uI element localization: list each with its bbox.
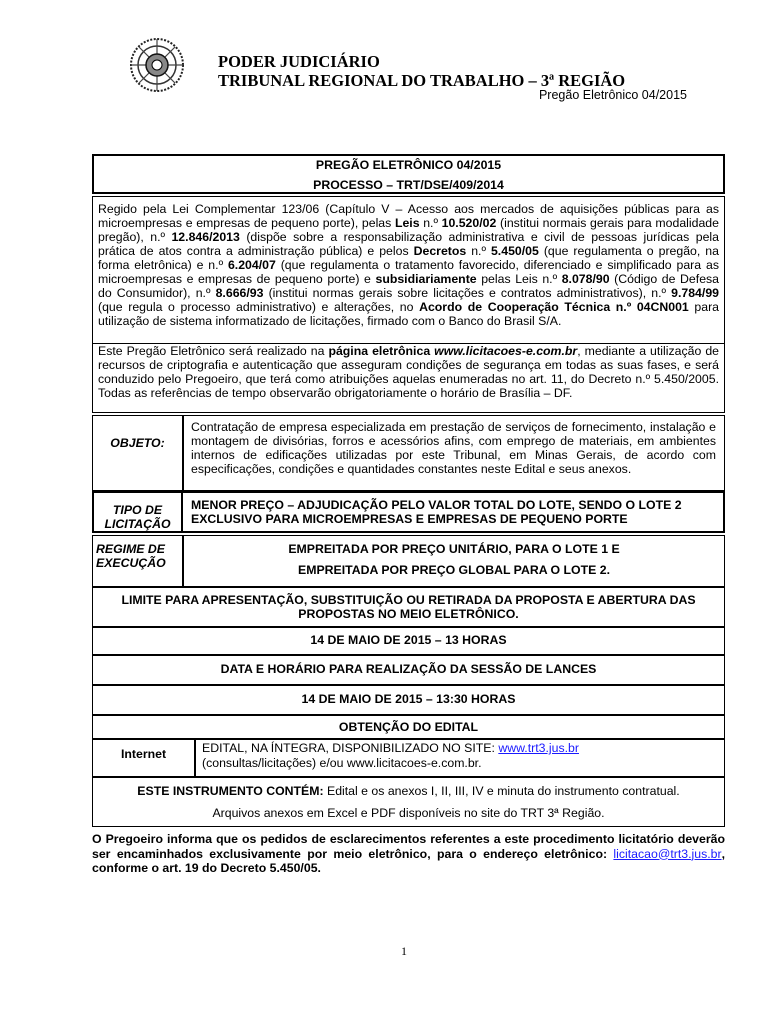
- sessao-date: 14 DE MAIO DE 2015 – 13:30 HORAS: [301, 692, 516, 706]
- internet-label: Internet: [120, 747, 167, 761]
- portal-paragraph: Este Pregão Eletrônico será realizado na página eletrônica www.licitacoes-e.com.br, mediante a utilização de recursos de criptografia e autenticação que asseguram condições de segurança em todas as suas fases, e será conduzido pelo Pregoeiro, que terá como atribuições aquelas enumeradas no art. 11, do Decreto n.º 5.450/2005. Todas as referências de tempo observarão obrigatoriamente o horário de Brasília – DF.: [98, 344, 719, 400]
- header-tribunal-name: TRIBUNAL REGIONAL DO TRABALHO – 3ª REGIÃO: [218, 71, 626, 90]
- objeto-label-cell: [92, 415, 183, 491]
- instrumento-line2: Arquivos anexos em Excel e PDF disponíveis no site do TRT 3ª Região.: [212, 806, 605, 820]
- limite-heading: LIMITE PARA APRESENTAÇÃO, SUBSTITUIÇÃO OU RETIRADA DA PROPOSTA E ABERTURA DAS PROPOSTAS NO MEIO ELETRÔNICO.: [121, 593, 696, 621]
- footer-notice: O Pregoeiro informa que os pedidos de esclarecimentos referentes a este procedimento licitatório deverão ser encaminhados exclusivamente por meio eletrônico, para o endereço eletrônico: licitacao@trt3.jus.br, conforme o art. 19 do Decreto 5.450/05.: [92, 832, 725, 875]
- header-subtitle: Pregão Eletrônico 04/2015: [538, 88, 687, 102]
- page-number: 1: [401, 944, 407, 958]
- objeto-label: OBJETO:: [110, 436, 165, 450]
- limite-date: 14 DE MAIO DE 2015 – 13 HORAS: [310, 633, 507, 647]
- sessao-heading: DATA E HORÁRIO PARA REALIZAÇÃO DA SESSÃO DE LANCES: [220, 662, 597, 676]
- objeto-text: Contratação de empresa especializada em prestação de serviços de fornecimento, instalação e montagem de divisórias, forros e acessórios afins, com emprego de materiais, em ambientes internos de edificações utilizadas por este Tribunal, em Minas Gerais, de acordo com especificações, condições e quantidades constantes neste Edital e seus anexos.: [191, 420, 716, 476]
- trt3-site-link[interactable]: www.trt3.jus.br: [498, 741, 579, 755]
- header-court-name: PODER JUDICIÁRIO: [218, 52, 380, 71]
- title-processo: PROCESSO – TRT/DSE/409/2014: [313, 178, 504, 192]
- regime-line2: EMPREITADA POR PREÇO GLOBAL PARA O LOTE 2.: [298, 563, 610, 577]
- coat-of-arms-seal: [128, 36, 186, 94]
- instrumento-line1: ESTE INSTRUMENTO CONTÉM: Edital e os anexos I, II, III, IV e minuta do instrumento contratual.: [137, 784, 680, 798]
- title-pregao: PREGÃO ELETRÔNICO 04/2015: [315, 158, 502, 172]
- contact-email-link[interactable]: licitacao@trt3.jus.br: [613, 846, 722, 861]
- regime-label-line1: REGIME DE: [96, 542, 166, 556]
- regime-line1: EMPREITADA POR PREÇO UNITÁRIO, PARA O LOTE 1 E: [288, 542, 620, 556]
- legal-basis-paragraph: Regido pela Lei Complementar 123/06 (Capítulo V – Acesso aos mercados de aquisições públicas para as microempresas e empresas de pequeno porte), pelas Leis n.º 10.520/02 (institui normais gerais para modalidade pregão), n.º 12.846/2013 (dispõe sobre a responsabilização administrativa e civil de pessoas jurídicas pela prática de atos contra a administração pública) e pelos Decretos n.º 5.450/05 (que regulamenta o pregão, na forma eletrônica) e n.º 6.204/07 (que regulamenta o tratamento favorecido, diferenciado e simplificado para as microempresas e empresas de pequeno porte) e subsidiariamente pelas Leis n.º 8.078/90 (Código de Defesa do Consumidor), n.º 8.666/93 (institui normas gerais sobre licitações e contratos administrativos), n.º 9.784/99 (que regula o processo administrativo) e alterações, no Acordo de Cooperação Técnica n.º 04CN001 para utilização de sistema informatizado de licitações, firmado com o Banco do Brasil S/A.: [98, 202, 720, 328]
- internet-text: EDITAL, NA ÍNTEGRA, DISPONIBILIZADO NO SITE: www.trt3.jus.br (consultas/licitações) e/ou www.licitacoes-e.com.br.: [202, 741, 579, 770]
- tipo-label-line1: TIPO DE: [112, 503, 163, 517]
- regime-label-line2: EXECUÇÃO: [96, 556, 166, 570]
- tipo-text: MENOR PREÇO – ADJUDICAÇÃO PELO VALOR TOTAL DO LOTE, SENDO O LOTE 2 EXCLUSIVO PARA MICROEMPRESAS E EMPRESAS DE PEQUENO PORTE: [191, 498, 682, 526]
- obtencao-heading: OBTENÇÃO DO EDITAL: [338, 720, 479, 734]
- tipo-label-line2: LICITAÇÃO: [104, 517, 171, 531]
